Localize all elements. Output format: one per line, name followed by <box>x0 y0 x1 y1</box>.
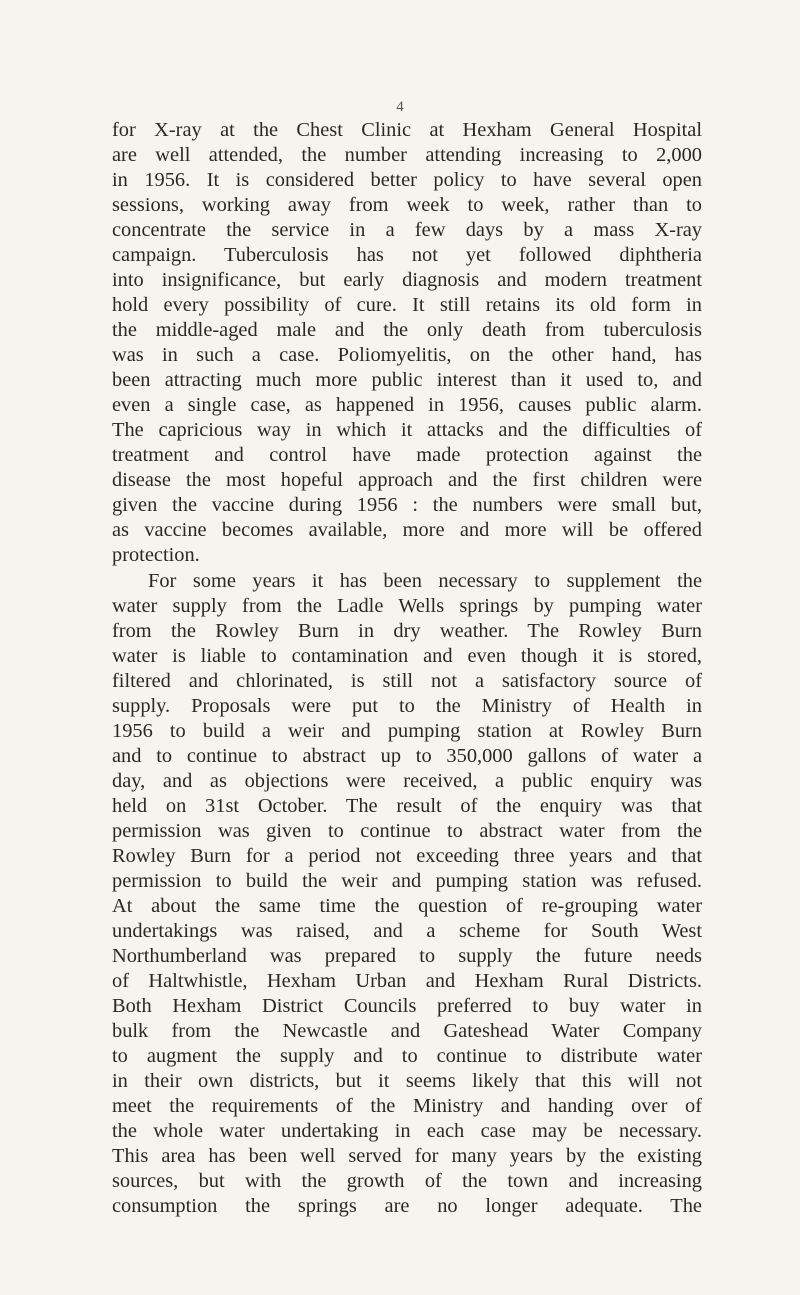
text-line: water supply from the Ladle Wells springs by pumping water <box>112 595 702 617</box>
text-line: sessions, working away from week to week, rather than to <box>112 194 702 216</box>
text-line: campaign. Tuberculosis has not yet followed diphtheria <box>112 244 702 266</box>
text-line: For some years it has been necessary to supplement the <box>148 570 702 592</box>
text-line: been attracting much more public interest than it used to, and <box>112 369 702 391</box>
text-line: are well attended, the number attending increasing to 2,000 <box>112 144 702 166</box>
text-line: hold every possibility of cure. It still retains its old form in <box>112 294 702 316</box>
text-line: and to continue to abstract up to 350,000 gallons of water a <box>112 745 702 767</box>
text-line: meet the requirements of the Ministry and handing over of <box>112 1095 702 1117</box>
text-line: supply. Proposals were put to the Ministry of Health in <box>112 695 702 717</box>
text-line: consumption the springs are no longer adequate. The <box>112 1195 702 1217</box>
text-line: water is liable to contamination and even though it is stored, <box>112 645 702 667</box>
text-line: permission to build the weir and pumping station was refused. <box>112 870 702 892</box>
text-line: even a single case, as happened in 1956, causes public alarm. <box>112 394 702 416</box>
text-line: given the vaccine during 1956 : the numbers were small but, <box>112 494 702 516</box>
paragraph-poliomyelitis-tuberculosis <box>112 118 702 568</box>
text-line: Northumberland was prepared to supply the future needs <box>112 945 702 967</box>
text-line: sources, but with the growth of the town and increasing <box>112 1170 702 1192</box>
text-line: filtered and chlorinated, is still not a satisfactory source of <box>112 670 702 692</box>
text-line: to augment the supply and to continue to distribute water <box>112 1045 702 1067</box>
text-line: This area has been well served for many years by the existing <box>112 1145 702 1167</box>
text-line: bulk from the Newcastle and Gateshead Water Company <box>112 1020 702 1042</box>
text-line: held on 31st October. The result of the enquiry was that <box>112 795 702 817</box>
text-line: was in such a case. Poliomyelitis, on the other hand, has <box>112 344 702 366</box>
page-number: 4 <box>396 99 404 115</box>
text-line: permission was given to continue to abstract water from the <box>112 820 702 842</box>
text-line: At about the same time the question of re-grouping water <box>112 895 702 917</box>
text-line: 1956 to build a weir and pumping station at Rowley Burn <box>112 720 702 742</box>
text-line: of Haltwhistle, Hexham Urban and Hexham Rural Districts. <box>112 970 702 992</box>
text-line: from the Rowley Burn in dry weather. The Rowley Burn <box>112 620 702 642</box>
text-line: protection. <box>112 544 200 566</box>
text-line: disease the most hopeful approach and the first children were <box>112 469 702 491</box>
paragraph-water-supply <box>112 569 702 1219</box>
text-line: in 1956. It is considered better policy to have several open <box>112 169 702 191</box>
text-line: for X-ray at the Chest Clinic at Hexham General Hospital <box>112 119 702 141</box>
text-line: Rowley Burn for a period not exceeding three years and that <box>112 845 702 867</box>
text-line: day, and as objections were received, a public enquiry was <box>112 770 702 792</box>
text-line: The capricious way in which it attacks and the difficulties of <box>112 419 702 441</box>
text-line: into insignificance, but early diagnosis and modern treatment <box>112 269 702 291</box>
text-line: concentrate the service in a few days by a mass X-ray <box>112 219 702 241</box>
text-line: Both Hexham District Councils preferred to buy water in <box>112 995 702 1017</box>
text-line: as vaccine becomes available, more and more will be offered <box>112 519 702 541</box>
text-line: undertakings was raised, and a scheme for South West <box>112 920 702 942</box>
text-line: the middle-aged male and the only death from tuberculosis <box>112 319 702 341</box>
text-line: treatment and control have made protection against the <box>112 444 702 466</box>
text-line: the whole water undertaking in each case may be necessary. <box>112 1120 702 1142</box>
text-line: in their own districts, but it seems likely that this will not <box>112 1070 702 1092</box>
